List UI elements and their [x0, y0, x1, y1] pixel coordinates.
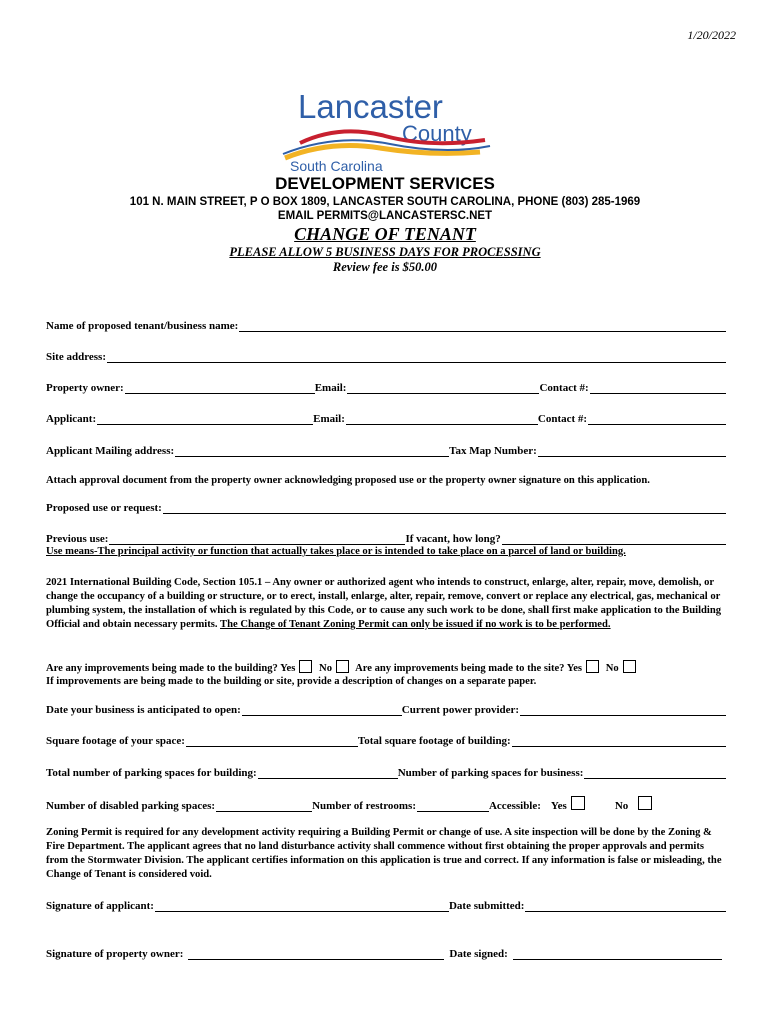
disabled-parking-label: Number of disabled parking spaces:: [46, 800, 216, 812]
applicant-signature-row: [46, 898, 726, 912]
building-code-body: 2021 International Building Code, Section 105.1 – Any owner or authorized agent who intends to construct, enlarge, alter, repair, move, demolish, or change the occupancy of a building or structure, or to erect, install, enlarge, alter, repair, remove, convert or replace any electrical, gas, mechanical or plumbing system, the installation of which is regulated by this Code, or to cause any such work to be done, shall first make application to the Building Official and obtain necessary permits.: [46, 577, 722, 630]
tenant-name-row: [46, 318, 726, 332]
building-no-label: No: [319, 663, 332, 674]
accessible-label: Accessible:: [488, 800, 541, 812]
accessible-yes-checkbox[interactable]: [571, 796, 585, 810]
building-no-checkbox[interactable]: [336, 660, 349, 673]
site-address-label: Site address:: [46, 351, 106, 363]
building-improvements-question: Are any improvements being made to the building?: [46, 663, 278, 674]
square-footage-field[interactable]: [186, 735, 358, 747]
review-fee: Review fee is $50.00: [332, 260, 438, 274]
parking-business-label: Number of parking spaces for business:: [397, 767, 584, 779]
use-means-definition: Use means-The principal activity or function that actually takes place or is intended to take place on a parcel of land or building.: [46, 546, 626, 557]
site-yes-checkbox[interactable]: [586, 660, 599, 673]
date-signed-label: Date signed:: [449, 948, 508, 960]
previous-use-label: Previous use:: [46, 533, 109, 545]
owner-contact-label: Contact #:: [539, 382, 589, 394]
applicant-contact-field[interactable]: [588, 413, 726, 425]
owner-email-label: Email:: [314, 382, 347, 394]
logo-line2: County: [402, 121, 472, 146]
form-title: CHANGE OF TENANT: [294, 224, 476, 244]
applicant-email-field[interactable]: [346, 413, 538, 425]
power-provider-field[interactable]: [520, 704, 726, 716]
property-owner-field[interactable]: [125, 382, 315, 394]
total-square-footage-label: Total square footage of building:: [357, 735, 511, 747]
owner-signature-field[interactable]: [188, 948, 444, 960]
disabled-parking-row: [46, 795, 726, 812]
owner-signature-label: Signature of property owner:: [46, 948, 184, 960]
open-date-label: Date your business is anticipated to open:: [46, 704, 241, 716]
mailing-address-field[interactable]: [175, 445, 449, 457]
applicant-field[interactable]: [97, 413, 313, 425]
site-no-checkbox[interactable]: [623, 660, 636, 673]
open-date-row: [46, 702, 726, 716]
proposed-use-row: [46, 500, 726, 514]
date-submitted-field[interactable]: [525, 900, 726, 912]
owner-email-field[interactable]: [347, 382, 539, 394]
building-code-text: [46, 576, 728, 632]
accessible-no-label: No: [614, 800, 629, 812]
accessible-no-checkbox[interactable]: [638, 796, 652, 810]
applicant-row: [46, 411, 726, 425]
building-yes-label: Yes: [280, 663, 296, 674]
owner-signature-row: [46, 946, 722, 960]
department-address: 101 N. MAIN STREET, P O BOX 1809, LANCASTER SOUTH CAROLINA, PHONE (803) 285-1969: [129, 196, 641, 208]
vacant-field[interactable]: [502, 533, 726, 545]
logo-line1: Lancaster: [298, 88, 443, 125]
previous-use-field[interactable]: [109, 533, 405, 545]
site-yes-label: Yes: [566, 663, 583, 674]
open-date-field[interactable]: [242, 704, 402, 716]
parking-business-field[interactable]: [584, 767, 726, 779]
tenant-name-field[interactable]: [239, 320, 726, 332]
site-improvements-question: Are any improvements being made to the site?: [355, 663, 565, 674]
department-email: EMAIL PERMITS@LANCASTERSC.NET: [277, 210, 493, 222]
restrooms-field[interactable]: [417, 800, 489, 812]
department-title: DEVELOPMENT SERVICES: [275, 174, 495, 193]
applicant-signature-label: Signature of applicant:: [46, 900, 154, 912]
mailing-address-label: Applicant Mailing address:: [46, 445, 175, 457]
disabled-parking-field[interactable]: [216, 800, 312, 812]
date-submitted-label: Date submitted:: [448, 900, 525, 912]
applicant-signature-field[interactable]: [155, 900, 449, 912]
mailing-address-row: [46, 443, 726, 457]
accessible-yes-label: Yes: [550, 800, 567, 812]
power-provider-label: Current power provider:: [401, 704, 520, 716]
improvements-note: If improvements are being made to the building or site, provide a description of changes on a separate paper.: [46, 676, 537, 687]
proposed-use-field[interactable]: [163, 502, 726, 514]
parking-building-label: Total number of parking spaces for building:: [46, 767, 257, 779]
tax-map-field[interactable]: [538, 445, 726, 457]
tax-map-label: Tax Map Number:: [449, 445, 537, 457]
attach-notice: Attach approval document from the property owner acknowledging proposed use or the property owner signature on this application.: [46, 475, 650, 486]
processing-notice: PLEASE ALLOW 5 BUSINESS DAYS FOR PROCESSING: [229, 245, 541, 259]
building-code-emphasis: The Change of Tenant Zoning Permit can only be issued if no work is to be performed.: [220, 619, 611, 630]
total-square-footage-field[interactable]: [512, 735, 726, 747]
date-signed-field[interactable]: [513, 948, 722, 960]
logo-line3: South Carolina: [290, 158, 383, 174]
parking-building-field[interactable]: [258, 767, 398, 779]
lancaster-county-logo: [280, 88, 492, 174]
proposed-use-label: Proposed use or request:: [46, 502, 162, 514]
site-no-label: No: [605, 663, 619, 674]
property-owner-label: Property owner:: [46, 382, 124, 394]
building-yes-checkbox[interactable]: [299, 660, 312, 673]
form-date: 1/20/2022: [687, 28, 736, 42]
parking-row: [46, 765, 726, 779]
vacant-label: If vacant, how long?: [405, 533, 501, 545]
owner-contact-field[interactable]: [590, 382, 726, 394]
applicant-email-label: Email:: [313, 413, 345, 425]
previous-use-row: [46, 531, 726, 545]
applicant-label: Applicant:: [46, 413, 97, 425]
site-address-row: [46, 349, 726, 363]
restrooms-label: Number of restrooms:: [312, 800, 416, 812]
tenant-name-label: Name of proposed tenant/business name:: [46, 320, 239, 332]
improvements-row: [46, 660, 728, 676]
site-address-field[interactable]: [107, 351, 726, 363]
square-footage-row: [46, 733, 726, 747]
applicant-contact-label: Contact #:: [537, 413, 588, 425]
zoning-notice: Zoning Permit is required for any development activity requiring a Building Permit or change of use. A site inspection will be done by the Zoning & Fire Department. The applicant agrees that no land disturbance activity shall commence without first obtaining the proper approvals and permits from the Stormwater Division. The applicant certifies information on this application is true and correct. If any information is false or misleading, the Change of Tenant is considered void.: [46, 827, 722, 880]
square-footage-label: Square footage of your space:: [46, 735, 185, 747]
logo-yellow-swoosh: [285, 146, 480, 158]
property-owner-row: [46, 380, 726, 394]
